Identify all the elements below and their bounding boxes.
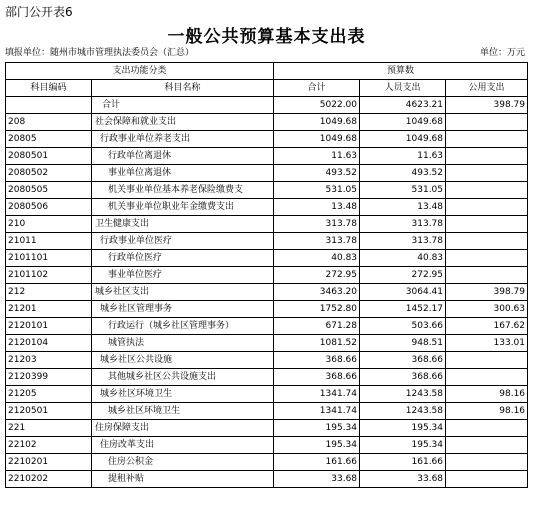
row-public: [446, 437, 528, 454]
row-public: 300.63: [446, 301, 528, 318]
row-code: 22102: [6, 437, 92, 454]
row-name: 行政事业单位养老支出: [92, 131, 274, 148]
header-function-class: 支出功能分类: [6, 63, 274, 80]
row-total: 195.34: [274, 437, 360, 454]
table-row: [6, 199, 528, 216]
row-code: 21203: [6, 352, 92, 369]
row-personnel: 1049.68: [360, 131, 446, 148]
header-public: 公用支出: [446, 80, 528, 97]
row-code: 2120104: [6, 335, 92, 352]
row-name: 城乡社区管理事务: [92, 301, 274, 318]
row-personnel: 4623.21: [360, 97, 446, 114]
page-tag: 部门公开表6: [5, 5, 73, 19]
table-row: [6, 301, 528, 318]
row-name: 事业单位离退休: [92, 165, 274, 182]
row-total: 313.78: [274, 216, 360, 233]
row-personnel: 948.51: [360, 335, 446, 352]
row-code: 2101102: [6, 267, 92, 284]
row-name: 行政运行（城乡社区管理事务）: [92, 318, 274, 335]
table-row: [6, 454, 528, 471]
currency-unit: 单位：万元: [479, 48, 525, 58]
row-public: [446, 114, 528, 131]
row-personnel: 13.48: [360, 199, 446, 216]
row-public: [446, 182, 528, 199]
row-code: 2080505: [6, 182, 92, 199]
row-public: [446, 199, 528, 216]
row-public: [446, 216, 528, 233]
row-name: 住房公积金: [92, 454, 274, 471]
row-name: 城乡社区公共设施: [92, 352, 274, 369]
row-public: 167.62: [446, 318, 528, 335]
row-name: 城乡社区环境卫生: [92, 386, 274, 403]
table-row: [6, 284, 528, 301]
row-name: 机关事业单位职业年金缴费支出: [92, 199, 274, 216]
row-total: 161.66: [274, 454, 360, 471]
header-row-groups: [6, 63, 528, 80]
row-personnel: 161.66: [360, 454, 446, 471]
table-row: [6, 369, 528, 386]
row-personnel: 3064.41: [360, 284, 446, 301]
table-row: [6, 267, 528, 284]
row-personnel: 33.68: [360, 471, 446, 488]
row-personnel: 40.83: [360, 250, 446, 267]
row-public: 98.16: [446, 386, 528, 403]
row-code: 2210202: [6, 471, 92, 488]
row-name: 住房改革支出: [92, 437, 274, 454]
row-total: 1341.74: [274, 386, 360, 403]
header-code: 科目编码: [6, 80, 92, 97]
table-row: [6, 131, 528, 148]
header-row-columns: [6, 80, 528, 97]
row-public: [446, 250, 528, 267]
row-name: 合计: [92, 97, 274, 114]
row-public: [446, 369, 528, 386]
table-row: [6, 471, 528, 488]
row-total: 1049.68: [274, 114, 360, 131]
row-name: 行政单位离退休: [92, 148, 274, 165]
row-personnel: 1049.68: [360, 114, 446, 131]
row-code: 208: [6, 114, 92, 131]
row-public: [446, 148, 528, 165]
row-name: 社会保障和就业支出: [92, 114, 274, 131]
row-personnel: 11.63: [360, 148, 446, 165]
row-public: 133.01: [446, 335, 528, 352]
row-name: 其他城乡社区公共设施支出: [92, 369, 274, 386]
row-code: 2080506: [6, 199, 92, 216]
budget-table: [5, 62, 528, 488]
table-row: [6, 216, 528, 233]
row-total: 368.66: [274, 352, 360, 369]
row-code: 21205: [6, 386, 92, 403]
row-public: [446, 165, 528, 182]
row-public: 398.79: [446, 97, 528, 114]
row-name: 城乡社区支出: [92, 284, 274, 301]
row-total: 11.63: [274, 148, 360, 165]
row-personnel: 195.34: [360, 420, 446, 437]
row-code: [6, 97, 92, 114]
row-total: 1081.52: [274, 335, 360, 352]
header-name: 科目名称: [92, 80, 274, 97]
row-personnel: 368.66: [360, 369, 446, 386]
table-row: [6, 437, 528, 454]
row-total: 13.48: [274, 199, 360, 216]
table-row: [6, 250, 528, 267]
row-personnel: 313.78: [360, 216, 446, 233]
row-personnel: 272.95: [360, 267, 446, 284]
row-name: 住房保障支出: [92, 420, 274, 437]
row-total: 40.83: [274, 250, 360, 267]
row-public: 398.79: [446, 284, 528, 301]
row-name: 城管执法: [92, 335, 274, 352]
page-title: 一般公共预算基本支出表: [167, 27, 366, 47]
table-row: [6, 386, 528, 403]
row-public: [446, 233, 528, 250]
row-code: 21201: [6, 301, 92, 318]
row-personnel: 195.34: [360, 437, 446, 454]
row-total: 313.78: [274, 233, 360, 250]
table-row: [6, 335, 528, 352]
row-public: [446, 454, 528, 471]
row-code: 2120101: [6, 318, 92, 335]
row-total: 531.05: [274, 182, 360, 199]
row-personnel: 503.66: [360, 318, 446, 335]
row-personnel: 531.05: [360, 182, 446, 199]
row-code: 2210201: [6, 454, 92, 471]
table-row: [6, 114, 528, 131]
row-personnel: 1452.17: [360, 301, 446, 318]
row-code: 21011: [6, 233, 92, 250]
row-public: [446, 267, 528, 284]
row-name: 行政单位医疗: [92, 250, 274, 267]
row-public: [446, 352, 528, 369]
table-row: [6, 403, 528, 420]
row-total: 1049.68: [274, 131, 360, 148]
row-code: 2080502: [6, 165, 92, 182]
table-row: [6, 318, 528, 335]
table-row: [6, 148, 528, 165]
row-name: 事业单位医疗: [92, 267, 274, 284]
row-total: 195.34: [274, 420, 360, 437]
row-total: 5022.00: [274, 97, 360, 114]
row-personnel: 313.78: [360, 233, 446, 250]
row-name: 城乡社区环境卫生: [92, 403, 274, 420]
row-code: 2120399: [6, 369, 92, 386]
row-personnel: 368.66: [360, 352, 446, 369]
row-name: 提租补贴: [92, 471, 274, 488]
row-public: [446, 471, 528, 488]
row-code: 20805: [6, 131, 92, 148]
row-personnel: 1243.58: [360, 386, 446, 403]
row-public: 98.16: [446, 403, 528, 420]
row-total: 1341.74: [274, 403, 360, 420]
row-personnel: 493.52: [360, 165, 446, 182]
header-personnel: 人员支出: [360, 80, 446, 97]
row-code: 212: [6, 284, 92, 301]
row-name: 卫生健康支出: [92, 216, 274, 233]
row-code: 2080501: [6, 148, 92, 165]
row-total: 368.66: [274, 369, 360, 386]
header-budget-amount: 预算数: [274, 63, 528, 80]
row-total: 1752.80: [274, 301, 360, 318]
row-public: [446, 420, 528, 437]
row-code: 221: [6, 420, 92, 437]
row-code: 2120501: [6, 403, 92, 420]
row-total: 493.52: [274, 165, 360, 182]
row-code: 2101101: [6, 250, 92, 267]
row-total: 272.95: [274, 267, 360, 284]
table-row: [6, 182, 528, 199]
reporting-unit: 填报单位：随州市城市管理执法委员会（汇总）: [5, 48, 195, 58]
row-total: 671.28: [274, 318, 360, 335]
row-total: 3463.20: [274, 284, 360, 301]
table-row: [6, 165, 528, 182]
row-total: 33.68: [274, 471, 360, 488]
header-total: 合计: [274, 80, 360, 97]
row-name: 机关事业单位基本养老保险缴费支: [92, 182, 274, 199]
table-row: [6, 233, 528, 250]
row-personnel: 1243.58: [360, 403, 446, 420]
table-row: [6, 420, 528, 437]
row-code: 210: [6, 216, 92, 233]
row-public: [446, 131, 528, 148]
table-row: [6, 352, 528, 369]
table-row: [6, 97, 528, 114]
row-name: 行政事业单位医疗: [92, 233, 274, 250]
